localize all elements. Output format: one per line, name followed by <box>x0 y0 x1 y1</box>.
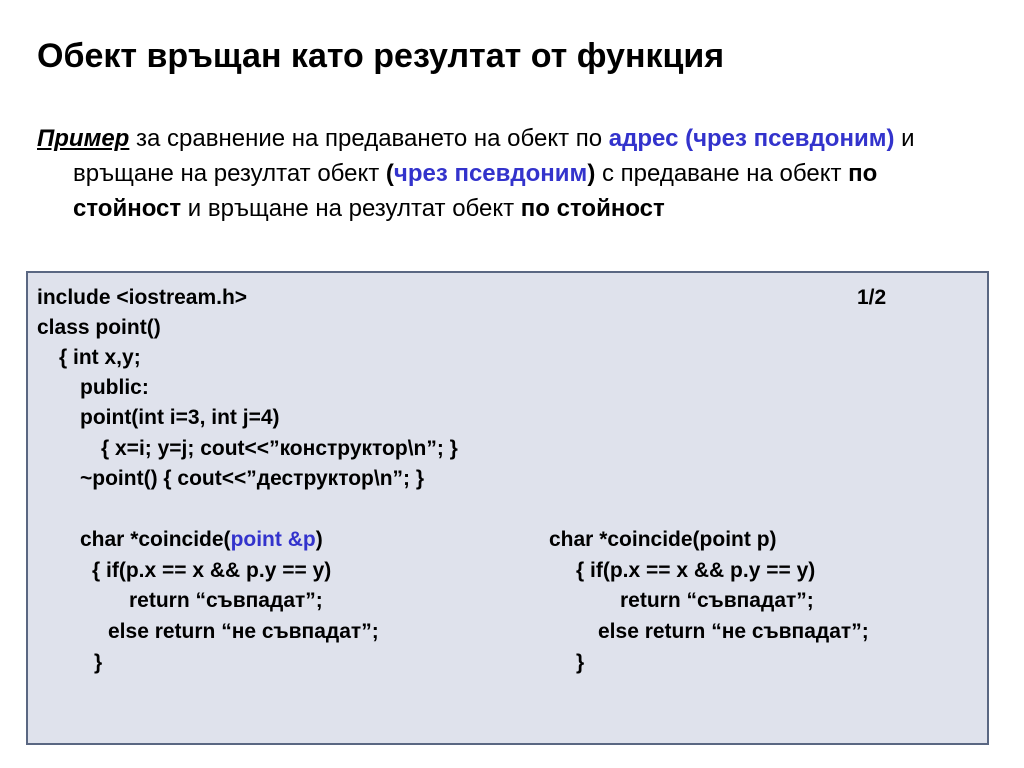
code-line-public: public: <box>80 376 149 399</box>
intro-text-4: и връщане на резултат обект <box>181 195 521 222</box>
intro-text-3: с предаване на обект <box>595 160 849 187</box>
example-label: Пример <box>37 125 130 152</box>
intro-text <box>37 121 977 226</box>
page-number: 1/2 <box>857 286 887 309</box>
intro-text-1: за сравнение на предаването на обект по <box>129 125 609 152</box>
code-line-destructor: ~point() { cout<<”деструктор\n”; } <box>80 467 425 490</box>
code-line-constructor: point(int i=3, int j=4) <box>80 406 280 429</box>
code-line-if-right: { if(p.x == x && p.y == y) <box>576 559 816 582</box>
signature-end: ) <box>315 528 323 551</box>
by-value-phrase-2: по стойност <box>520 195 665 222</box>
by-alias-phrase: чрез псевдоним <box>393 160 588 187</box>
by-address-phrase: адрес (чрез псевдоним) <box>608 125 895 152</box>
intro-paragraph <box>37 121 977 226</box>
code-line-return-match-left: return “съвпадат”; <box>129 589 323 612</box>
code-line-include: include <iostream.h> <box>37 286 248 309</box>
code-listing <box>26 271 989 745</box>
paren-open: ( <box>385 160 394 187</box>
by-value-phrase-1: по стойност <box>73 160 878 222</box>
slide-title: Обект връщан като резултат от функция <box>37 37 725 75</box>
paren-close: ) <box>587 160 596 187</box>
code-line-constructor-body: { x=i; y=j; cout<<”конструктор\n”; } <box>101 437 458 460</box>
code-line-if-left: { if(p.x == x && p.y == y) <box>92 559 332 582</box>
code-line-return-match-right: return “съвпадат”; <box>620 589 814 612</box>
code-line-coincide-by-value: char *coincide(point p) <box>549 528 777 551</box>
code-line-else-right: else return “не съвпадат”; <box>598 620 869 643</box>
signature-start: char *coincide( <box>80 528 231 551</box>
code-line-members: { int x,y; <box>59 346 141 369</box>
code-line-close-right: } <box>576 651 585 674</box>
code-line-close-left: } <box>94 651 103 674</box>
code-line-else-left: else return “не съвпадат”; <box>108 620 379 643</box>
code-line-class: class point() <box>37 316 161 339</box>
intro-text-2: и връщане на резултат обект <box>73 125 915 187</box>
code-line-coincide-by-reference <box>80 525 323 555</box>
reference-parameter: point &p <box>230 528 316 551</box>
